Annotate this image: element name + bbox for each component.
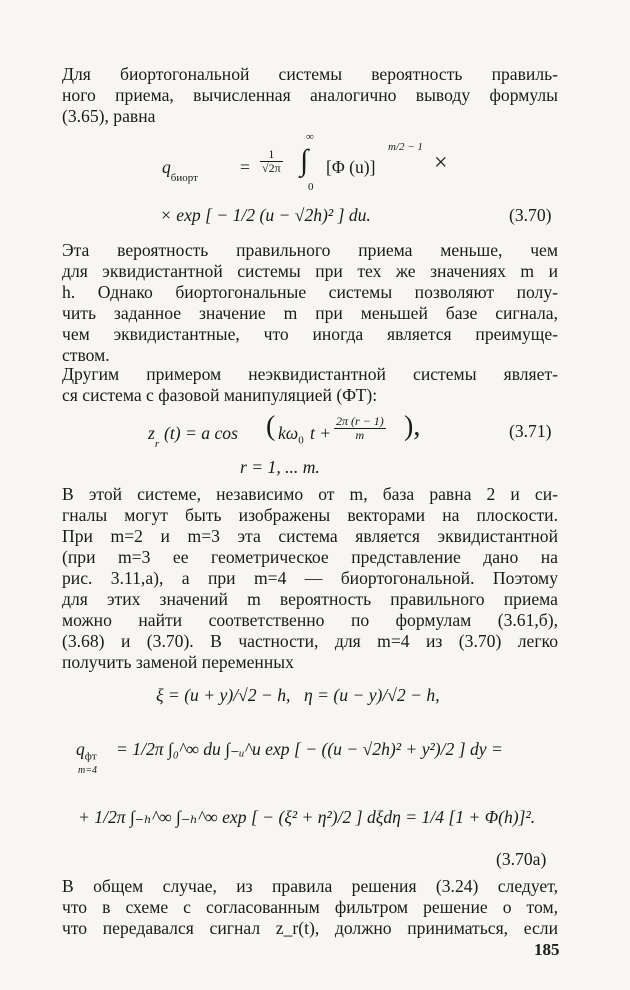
eq-subscript: биорт xyxy=(170,171,198,184)
text-line: для этих значений m вероятность правильного приема xyxy=(62,589,558,609)
text-line: В общем случае, из правила решения (3.24) следует, xyxy=(62,876,558,896)
text-line: можно найти соответственно по формулам (3.61,б), xyxy=(62,610,558,630)
text-line: рис. 3.11,а), а при m=4 — биортогональной. Поэтому xyxy=(62,568,558,588)
text-line: гналы могут быть изображены векторами на плоскости. xyxy=(62,505,558,525)
eq-subscript: 0 xyxy=(298,434,304,447)
equation-3-70-line2 xyxy=(160,204,371,226)
fraction-numerator: 1 xyxy=(268,147,275,161)
equation-number-3-71: (3.71) xyxy=(509,421,552,441)
paragraph-2 xyxy=(62,240,558,366)
eq-symbol: z xyxy=(148,423,155,443)
integral-sign: ∫ xyxy=(300,144,309,177)
paragraph-5 xyxy=(62,876,558,939)
text-line: чить заданное значение m при меньшей базе сигнала, xyxy=(62,303,558,323)
eq-subscript: r xyxy=(154,437,160,450)
eq-fraction xyxy=(334,415,386,442)
eq-symbol: kω xyxy=(278,423,299,443)
text-line: h. Однако биортогональные системы позволяют полу- xyxy=(62,282,558,302)
paragraph-1 xyxy=(62,64,558,127)
eq-line: × exp [ − 1/2 (u − √2h)² ] du. xyxy=(160,205,371,225)
eq-integrand: [Φ (u)] xyxy=(326,157,376,177)
eq-subscript: фт xyxy=(84,750,97,763)
paragraph-4 xyxy=(62,484,558,673)
fraction-numerator: 2π (r − 1) xyxy=(336,414,384,428)
eq-symbol: q xyxy=(162,157,171,177)
text-line: При m=2 и m=3 эта система является эквидистантной xyxy=(62,526,558,546)
eq-fraction xyxy=(260,148,283,175)
equation-3-70a-eta: η = (u − y)/√2 − h, xyxy=(304,685,440,705)
text-line: чем эквидистантные, что иногда является преимуще- xyxy=(62,324,558,344)
text-line: Для биортогональной системы вероятность правиль- xyxy=(62,64,558,84)
eq-symbol: q xyxy=(76,739,85,759)
eq-text: t + xyxy=(310,423,332,443)
text-line: (3.68) и (3.70). В частности, для m=4 из (3.70) легко xyxy=(62,631,558,651)
equation-number-3-70: (3.70) xyxy=(509,205,552,225)
text-line: ством. xyxy=(62,345,110,365)
text-line: (3.65), равна xyxy=(62,106,156,126)
paragraph-3 xyxy=(62,364,558,406)
equation-number-3-70a: (3.70a) xyxy=(496,849,547,869)
text-line: что передавался сигнал z_r(t), должно приниматься, если xyxy=(62,918,558,938)
fraction-denominator: √2π xyxy=(262,161,281,175)
eq-times: × xyxy=(434,150,448,176)
equation-3-70a-line3: + 1/2π ∫₋ₕ^∞ ∫₋ₕ^∞ exp [ − (ξ² + η²)/2 ] dξdη = 1/4 [1 + Φ(h)]². xyxy=(78,807,536,827)
eq-sign: = xyxy=(240,157,250,177)
text-line: (при m=3 ее геометрическое представление дано на xyxy=(62,547,558,567)
text-line: для эквидистантной системы при тех же значениях m и xyxy=(62,261,558,281)
eq-exponent: m/2 − 1 xyxy=(388,141,423,153)
integral-upper-limit: ∞ xyxy=(306,131,314,143)
eq-bracket: ( xyxy=(266,411,276,442)
equation-3-71-line2: r = 1, ... m. xyxy=(240,457,320,477)
equation-3-70a-xi: ξ = (u + y)/√2 − h, xyxy=(156,685,291,705)
text-line: что в схеме с согласованным фильтром решение о том, xyxy=(62,897,558,917)
text-line: получить заменой переменных xyxy=(62,652,294,672)
eq-bracket: ), xyxy=(404,411,421,442)
eq-line: = 1/2π ∫₀^∞ du ∫₋ᵤ^u exp [ − ((u − √2h)² + y²)/2 ] dy = xyxy=(116,739,503,759)
text-line: Эта вероятность правильного приема меньше, чем xyxy=(62,240,558,260)
eq-text: (t) = a cos xyxy=(164,423,238,443)
integral-lower-limit: 0 xyxy=(308,181,314,193)
page-number: 185 xyxy=(534,940,560,959)
text-line: ного приема, вычисленная аналогично выводу формулы xyxy=(62,85,558,105)
fraction-denominator: m xyxy=(334,428,386,442)
eq-subscript: m=4 xyxy=(78,765,97,776)
text-line: ся система с фазовой манипуляцией (ФТ): xyxy=(62,385,378,405)
text-line: Другим примером неэквидистантной системы являет- xyxy=(62,364,558,384)
text-line: В этой системе, независимо от m, база равна 2 и си- xyxy=(62,484,558,504)
